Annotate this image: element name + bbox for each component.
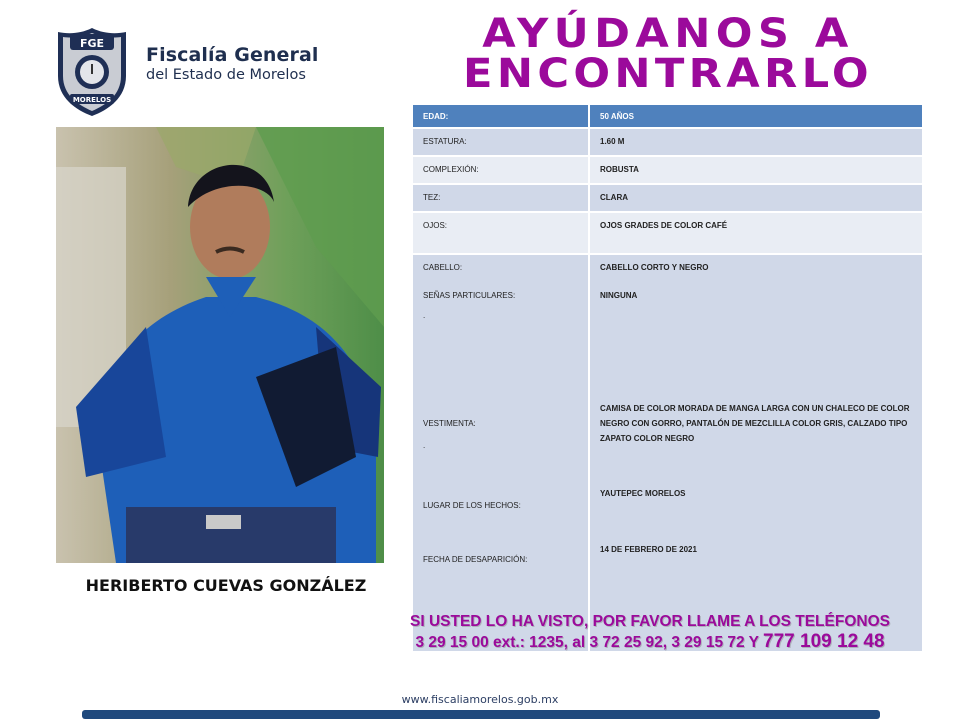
label-cabello: CABELLO: bbox=[423, 263, 463, 272]
value-complexion: ROBUSTA bbox=[589, 156, 923, 184]
value-estatura: 1.60 M bbox=[589, 128, 923, 156]
cta-phones: 3 29 15 00 ext.: 1235, al 3 72 25 92, 3 29 15 72 Y bbox=[415, 634, 764, 651]
footer-bar bbox=[82, 710, 880, 719]
website-link[interactable]: www.fiscaliamorelos.gob.mx bbox=[401, 693, 559, 706]
value-lugar: YAUTEPEC MORELOS bbox=[600, 489, 686, 498]
label-complexion: COMPLEXIÓN: bbox=[412, 156, 589, 184]
headline-line2: ENCONTRARLO bbox=[463, 51, 873, 97]
label-dot1: . bbox=[423, 311, 426, 320]
call-to-action bbox=[370, 612, 930, 653]
row-estatura bbox=[412, 128, 923, 156]
row-ojos bbox=[412, 212, 923, 254]
cta-line2 bbox=[370, 632, 930, 653]
label-ojos: OJOS: bbox=[412, 212, 589, 254]
svg-text:FGE: FGE bbox=[79, 37, 105, 50]
label-tez: TEZ: bbox=[412, 184, 589, 212]
value-tez: CLARA bbox=[589, 184, 923, 212]
missing-person-name: HERIBERTO CUEVAS GONZÁLEZ bbox=[85, 576, 367, 595]
row-details-block bbox=[412, 254, 923, 652]
value-ojos: OJOS GRADES DE COLOR CAFÉ bbox=[589, 212, 923, 254]
values-block bbox=[589, 254, 923, 652]
fge-badge-logo bbox=[56, 26, 128, 118]
label-vestimenta: VESTIMENTA: bbox=[423, 419, 476, 428]
label-senas: SEÑAS PARTICULARES: bbox=[423, 291, 516, 300]
label-lugar: LUGAR DE LOS HECHOS: bbox=[423, 501, 521, 510]
label-estatura: ESTATURA: bbox=[412, 128, 589, 156]
labels-block bbox=[412, 254, 589, 652]
value-vestimenta: CAMISA DE COLOR MORADA DE MANGA LARGA CON UN CHALECO DE COLOR NEGRO CON GORRO, PANTALÓN DE MEZCLILLA COLOR GRIS, CALZADO TIPO ZAPATO COLOR NEGRO bbox=[600, 404, 910, 443]
description-table bbox=[411, 103, 924, 653]
headline bbox=[412, 11, 924, 97]
svg-text:MORELOS: MORELOS bbox=[72, 96, 112, 104]
missing-person-photo bbox=[56, 127, 384, 563]
label-fecha: FECHA DE DESAPARICIÓN: bbox=[423, 555, 528, 564]
organization-name bbox=[146, 44, 319, 83]
row-edad bbox=[412, 104, 923, 128]
label-edad: EDAD: bbox=[412, 104, 589, 128]
org-subtitle: del Estado de Morelos bbox=[146, 67, 306, 83]
cta-line1: SI USTED LO HA VISTO, POR FAVOR LLAME A LOS TELÉFONOS bbox=[410, 613, 890, 630]
value-fecha: 14 DE FEBRERO DE 2021 bbox=[600, 545, 697, 554]
value-cabello: CABELLO CORTO Y NEGRO bbox=[600, 263, 709, 272]
cta-highlight-number: 777 109 12 48 bbox=[763, 631, 885, 652]
org-title: Fiscalía General bbox=[146, 44, 319, 66]
headline-line1: AYÚDANOS A bbox=[482, 11, 854, 57]
value-senas: NINGUNA bbox=[600, 291, 638, 300]
label-dot2: . bbox=[423, 441, 426, 450]
row-tez bbox=[412, 184, 923, 212]
value-edad: 50 AÑOS bbox=[589, 104, 923, 128]
row-complexion bbox=[412, 156, 923, 184]
